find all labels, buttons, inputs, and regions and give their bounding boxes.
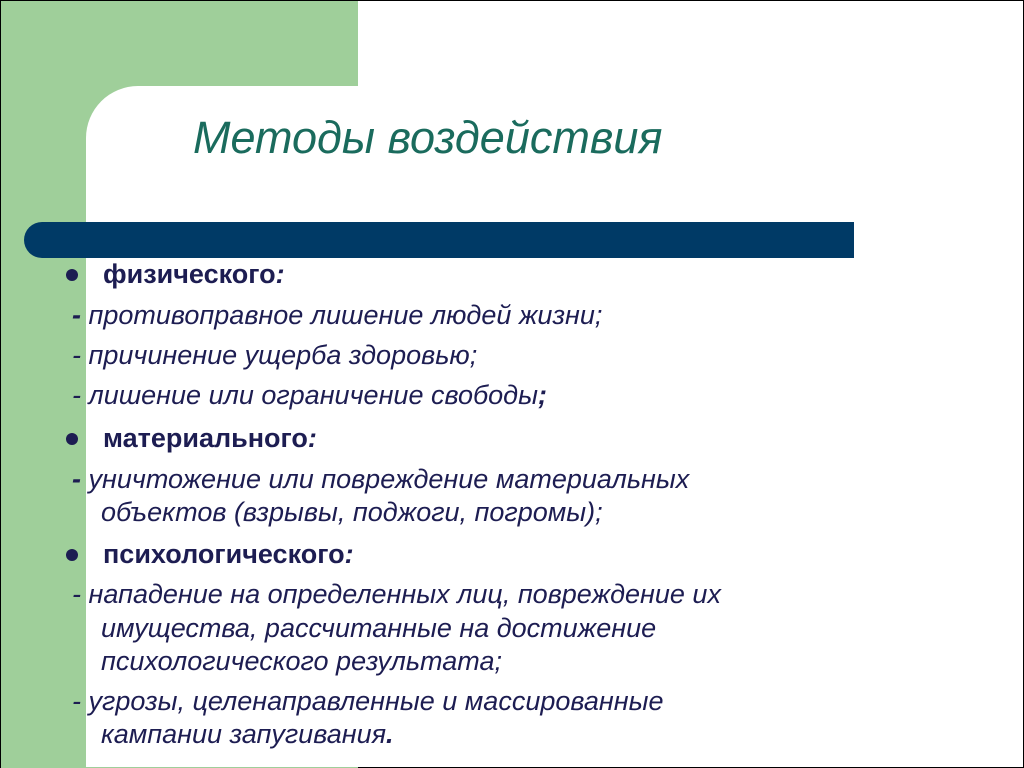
list-item: - угрозы, целенаправленные и массированные [72, 686, 664, 716]
section-heading-colon: : [275, 259, 285, 289]
section-heading-physical [103, 258, 285, 291]
list-item: - причинение ущерба здоровью; [72, 340, 478, 370]
list-item-continuation: имущества, рассчитанные на достижение [101, 613, 657, 643]
bullet-dot [66, 549, 78, 561]
slide-title: Методы воздействия [193, 112, 663, 163]
list-item: - уничтожение или повреждение материальных [72, 464, 690, 494]
section-heading-text: физического [103, 259, 276, 289]
list-item-continuation: объектов (взрывы, поджоги, погромы); [101, 497, 603, 527]
section-heading-material [103, 422, 317, 455]
section-heading-text: материального [103, 423, 308, 453]
section-heading-text: психологического [103, 539, 345, 569]
list-item: - противоправное лишение людей жизни; [72, 300, 603, 330]
bullet-dot [66, 433, 78, 445]
list-item: - нападение на определенных лиц, повреждение их [72, 579, 721, 609]
list-item: - лишение или ограничение свободы; [72, 380, 547, 410]
section-heading-psychological [103, 538, 354, 571]
list-item-continuation: психологического результата; [101, 646, 502, 676]
list-item-continuation: кампании запугивания. [101, 719, 394, 749]
bullet-dot [66, 269, 78, 281]
section-heading-colon: : [344, 539, 354, 569]
section-heading-colon: : [307, 423, 317, 453]
